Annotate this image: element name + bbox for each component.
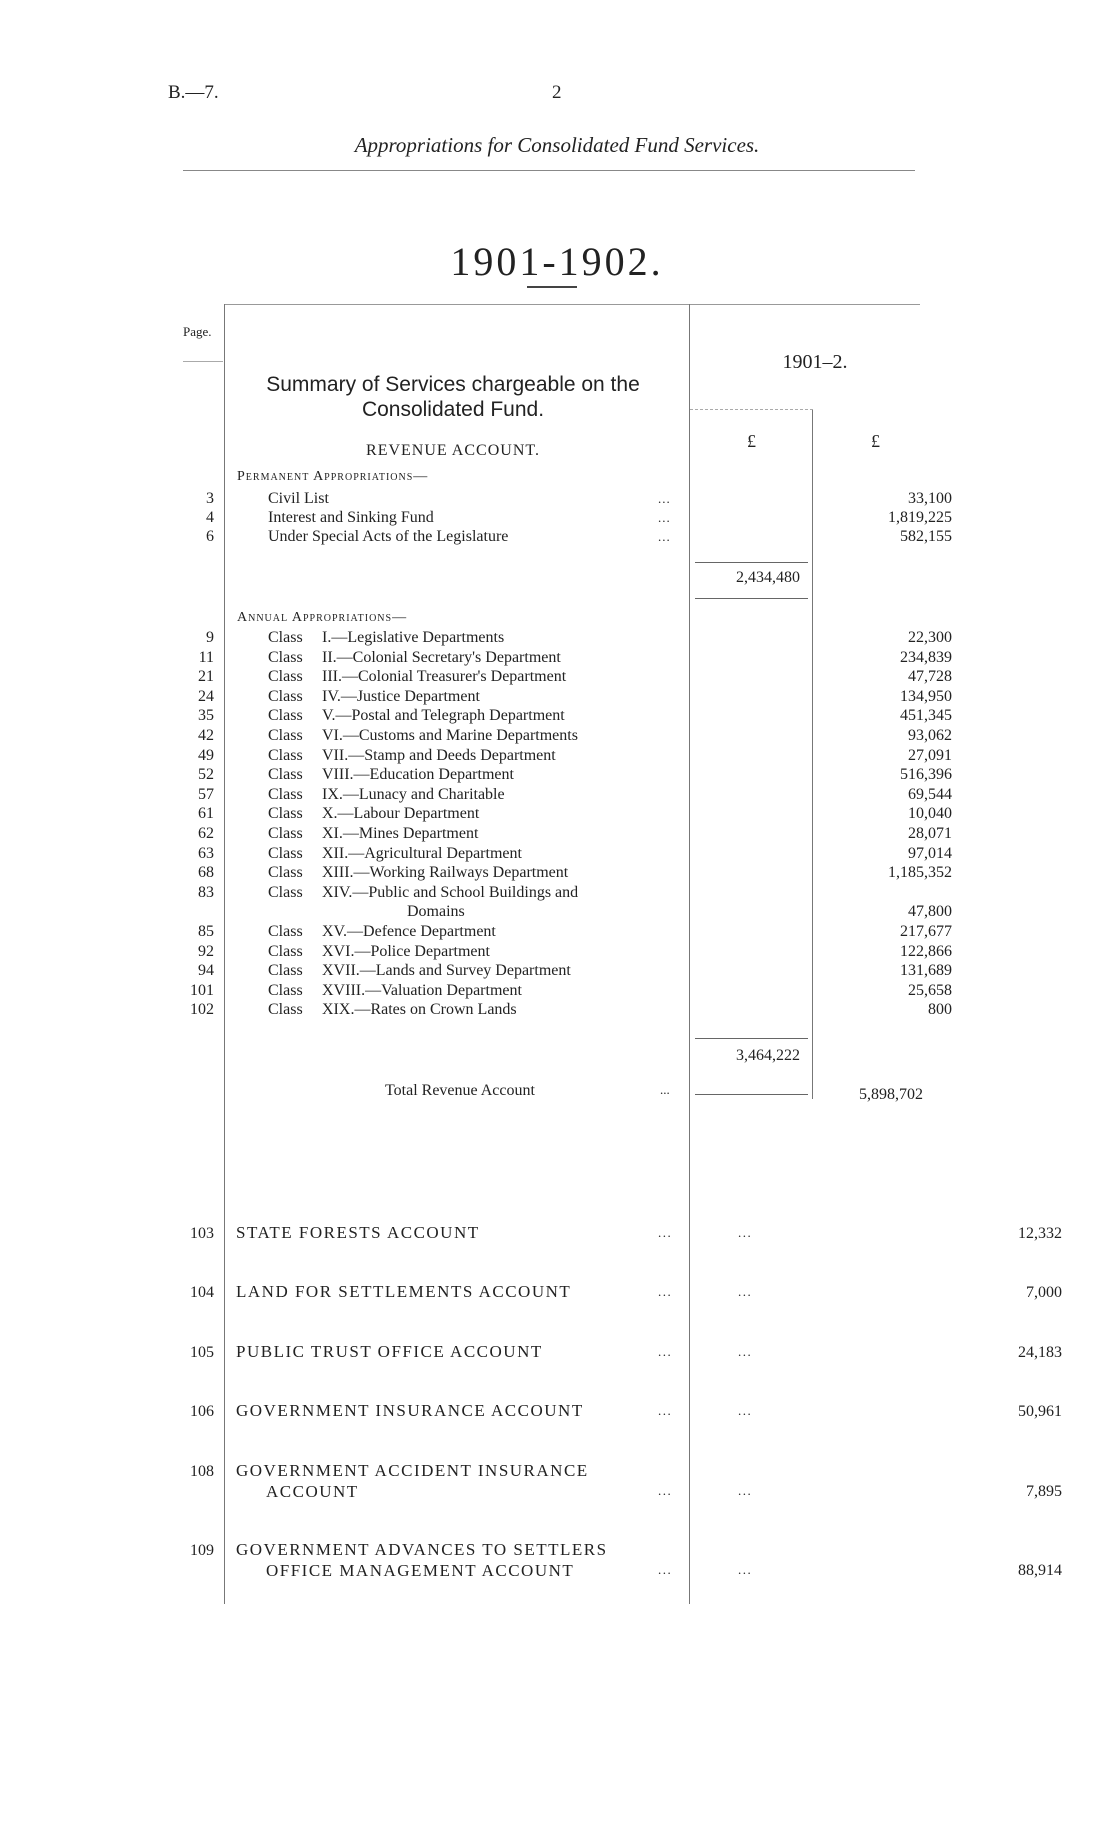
account-name: PUBLIC TRUST OFFICE ACCOUNT xyxy=(236,1342,543,1361)
row-page-number: 21 xyxy=(198,668,214,686)
account-page-number: 106 xyxy=(190,1403,214,1420)
account-row xyxy=(150,1461,1114,1507)
table-row xyxy=(150,961,1114,981)
row-class: Class xyxy=(268,629,303,646)
table-row xyxy=(150,785,1114,805)
row-description: Civil List xyxy=(268,490,329,507)
account-page-number: 104 xyxy=(190,1284,214,1301)
row-class: Class xyxy=(268,687,303,705)
row-class: Class xyxy=(268,668,303,686)
account-row xyxy=(150,1342,1114,1388)
row-value: 217,677 xyxy=(900,923,952,940)
account-empty-column: ... xyxy=(738,1344,753,1359)
row-description: III.—Colonial Treasurer's Department xyxy=(322,668,567,686)
account-row xyxy=(150,1540,1114,1586)
account-dots: ... xyxy=(658,1284,673,1299)
row-class: Class xyxy=(268,962,303,980)
table-row xyxy=(150,863,1114,883)
permanent-appropriations-heading: Permanent Appropriations— xyxy=(237,469,429,484)
row-description: XI.—Mines Department xyxy=(322,825,479,842)
account-page-number: 103 xyxy=(190,1225,214,1242)
row-description: XIII.—Working Railways Department xyxy=(322,864,569,882)
account-empty-column: ... xyxy=(738,1562,753,1577)
annual-appropriations-heading: Annual Appropriations— xyxy=(237,610,408,625)
row-page-number: 102 xyxy=(190,1001,214,1019)
account-dots: ... xyxy=(658,1344,673,1359)
row-class: Class xyxy=(268,648,303,666)
row-value: 516,396 xyxy=(900,766,952,784)
row-page-number: 35 xyxy=(198,707,214,725)
row-description: VII.—Stamp and Deeds Department xyxy=(322,746,556,764)
row-description: Interest and Sinking Fund xyxy=(268,509,434,526)
account-name: GOVERNMENT INSURANCE ACCOUNT xyxy=(236,1401,584,1420)
row-description: IV.—Justice Department xyxy=(322,687,480,705)
row-description: IX.—Lunacy and Charitable xyxy=(322,785,505,803)
row-page-number: 3 xyxy=(206,490,214,507)
account-page-number: 108 xyxy=(190,1463,214,1480)
table-row xyxy=(150,942,1114,962)
row-class: Class xyxy=(268,746,303,764)
row-value: 10,040 xyxy=(908,805,952,823)
row-description: XVII.—Lands and Survey Department xyxy=(322,962,571,980)
row-description: II.—Colonial Secretary's Department xyxy=(322,648,561,666)
account-empty-column: ... xyxy=(738,1403,753,1418)
table-row xyxy=(150,527,1114,547)
pound-symbol-left: £ xyxy=(747,431,756,451)
permanent-subtotal-rule xyxy=(695,562,808,563)
header-rule xyxy=(183,170,915,171)
summary-title: Summary of Services chargeable on the Consolidated Fund. xyxy=(266,373,640,421)
page-subtitle: Appropriations for Consolidated Fund Services. xyxy=(354,133,760,157)
row-description: XII.—Agricultural Department xyxy=(322,844,522,862)
row-class: Class xyxy=(268,805,303,823)
account-dots: ... xyxy=(658,1403,673,1418)
account-row xyxy=(150,1282,1114,1328)
row-value: 582,155 xyxy=(900,528,952,545)
row-dots: ... xyxy=(658,510,671,525)
annual-subtotal: 3,464,222 xyxy=(736,1047,800,1064)
row-page-number: 11 xyxy=(198,648,214,666)
account-row xyxy=(150,1223,1114,1269)
annual-subtotal-rule xyxy=(695,1038,808,1039)
row-page-number: 92 xyxy=(198,942,214,960)
row-class: Class xyxy=(268,1001,303,1019)
row-page-number: 83 xyxy=(198,883,214,901)
row-value: 47,800 xyxy=(908,903,952,921)
row-value: 97,014 xyxy=(908,844,952,862)
row-description: VIII.—Education Department xyxy=(322,766,514,784)
year-title: 1901-1902. xyxy=(450,239,664,284)
account-row xyxy=(150,1401,1114,1447)
row-value: 1,819,225 xyxy=(888,509,952,526)
permanent-subtotal: 2,434,480 xyxy=(736,569,800,586)
row-page-number: 6 xyxy=(206,528,214,545)
table-row xyxy=(150,508,1114,528)
row-value: 93,062 xyxy=(908,727,952,744)
account-name-continued: ACCOUNT xyxy=(266,1482,359,1501)
account-name: LAND FOR SETTLEMENTS ACCOUNT xyxy=(236,1282,572,1301)
row-class: Class xyxy=(268,942,303,960)
row-class: Class xyxy=(268,766,303,784)
account-amount: 7,895 xyxy=(1026,1483,1062,1500)
table-row xyxy=(150,844,1114,864)
row-value: 28,071 xyxy=(908,825,952,842)
row-value: 122,866 xyxy=(900,942,952,960)
row-description: Under Special Acts of the Legislature xyxy=(268,528,509,545)
row-class: Class xyxy=(268,707,303,725)
row-page-number: 42 xyxy=(198,727,214,744)
page-number: 2 xyxy=(552,82,562,103)
account-name: STATE FORESTS ACCOUNT xyxy=(236,1223,480,1242)
row-page-number: 68 xyxy=(198,864,214,882)
total-revenue-dots: ... xyxy=(660,1082,670,1097)
row-dots: ... xyxy=(658,529,671,544)
table-row xyxy=(150,883,1114,903)
account-name: GOVERNMENT ADVANCES TO SETTLERS xyxy=(236,1540,608,1559)
row-page-number: 94 xyxy=(198,962,214,980)
row-class: Class xyxy=(268,825,303,842)
table-row xyxy=(150,804,1114,824)
row-value: 1,185,352 xyxy=(888,864,952,882)
row-description: XIV.—Public and School Buildings and xyxy=(322,883,579,901)
row-value: 47,728 xyxy=(908,668,952,686)
row-page-number: 52 xyxy=(198,766,214,784)
column-year-rule xyxy=(690,409,813,410)
account-empty-column: ... xyxy=(738,1225,753,1240)
annual-subtotal-underline xyxy=(695,1094,808,1095)
page-label-rule xyxy=(183,361,223,362)
table-row xyxy=(150,706,1114,726)
account-amount: 88,914 xyxy=(1018,1562,1062,1579)
table-row xyxy=(150,687,1114,707)
table-row xyxy=(150,648,1114,668)
table-row xyxy=(150,981,1114,1001)
account-dots: ... xyxy=(658,1225,673,1240)
row-description: Domains xyxy=(407,903,465,921)
row-class: Class xyxy=(268,883,303,901)
total-revenue-value: 5,898,702 xyxy=(859,1086,923,1103)
row-page-number: 63 xyxy=(198,844,214,862)
account-empty-column: ... xyxy=(738,1284,753,1299)
account-dots: ... xyxy=(658,1562,673,1577)
row-page-number: 61 xyxy=(198,805,214,823)
row-page-number: 101 xyxy=(190,981,214,999)
row-page-number: 24 xyxy=(198,687,214,705)
row-class: Class xyxy=(268,981,303,999)
pound-symbol-right: £ xyxy=(871,431,880,451)
row-page-number: 4 xyxy=(206,509,214,526)
row-class: Class xyxy=(268,923,303,940)
row-description: XVIII.—Valuation Department xyxy=(322,981,522,999)
table-row xyxy=(150,726,1114,746)
column-year-heading: 1901–2. xyxy=(782,351,848,373)
account-name-continued: OFFICE MANAGEMENT ACCOUNT xyxy=(266,1561,575,1580)
table-row xyxy=(150,824,1114,844)
revenue-account-heading: REVENUE ACCOUNT. xyxy=(366,442,540,459)
row-value: 800 xyxy=(928,1001,952,1019)
table-top-rule xyxy=(225,304,920,305)
row-page-number: 57 xyxy=(198,785,214,803)
permanent-subtotal-underline xyxy=(695,598,808,599)
total-revenue-label: Total Revenue Account xyxy=(385,1082,535,1099)
row-value: 131,689 xyxy=(900,962,952,980)
account-empty-column: ... xyxy=(738,1483,753,1498)
table-row xyxy=(150,1000,1114,1020)
account-dots: ... xyxy=(658,1483,673,1498)
account-page-number: 105 xyxy=(190,1344,214,1361)
document-reference: B.—7. xyxy=(168,82,219,103)
row-value: 22,300 xyxy=(908,629,952,646)
table-row xyxy=(150,902,1114,922)
row-value: 451,345 xyxy=(900,707,952,725)
row-description: XIX.—Rates on Crown Lands xyxy=(322,1001,517,1019)
row-page-number: 85 xyxy=(198,923,214,940)
row-dots: ... xyxy=(658,491,671,506)
row-value: 134,950 xyxy=(900,687,952,705)
row-description: X.—Labour Department xyxy=(322,805,480,823)
row-value: 33,100 xyxy=(908,490,952,507)
row-class: Class xyxy=(268,864,303,882)
table-row xyxy=(150,667,1114,687)
row-page-number: 9 xyxy=(206,629,214,646)
row-description: I.—Legislative Departments xyxy=(322,629,505,646)
row-class: Class xyxy=(268,785,303,803)
row-description: XVI.—Police Department xyxy=(322,942,490,960)
row-value: 234,839 xyxy=(900,648,952,666)
page-column-label: Page. xyxy=(183,324,212,339)
row-value: 69,544 xyxy=(908,785,952,803)
account-amount: 24,183 xyxy=(1018,1344,1062,1361)
table-row xyxy=(150,922,1114,942)
row-value: 25,658 xyxy=(908,981,952,999)
table-row xyxy=(150,765,1114,785)
account-page-number: 109 xyxy=(190,1542,214,1559)
row-description: XV.—Defence Department xyxy=(322,923,496,940)
table-row xyxy=(150,746,1114,766)
row-page-number: 62 xyxy=(198,825,214,842)
row-class: Class xyxy=(268,727,303,744)
row-value: 27,091 xyxy=(908,746,952,764)
row-description: VI.—Customs and Marine Departments xyxy=(322,727,578,744)
year-rule xyxy=(527,286,577,288)
row-page-number: 49 xyxy=(198,746,214,764)
table-row xyxy=(150,489,1114,509)
account-name: GOVERNMENT ACCIDENT INSURANCE xyxy=(236,1461,589,1480)
account-amount: 7,000 xyxy=(1026,1284,1062,1301)
table-row xyxy=(150,628,1114,648)
row-description: V.—Postal and Telegraph Department xyxy=(322,707,565,725)
row-class: Class xyxy=(268,844,303,862)
account-amount: 50,961 xyxy=(1018,1403,1062,1420)
account-amount: 12,332 xyxy=(1018,1225,1062,1242)
